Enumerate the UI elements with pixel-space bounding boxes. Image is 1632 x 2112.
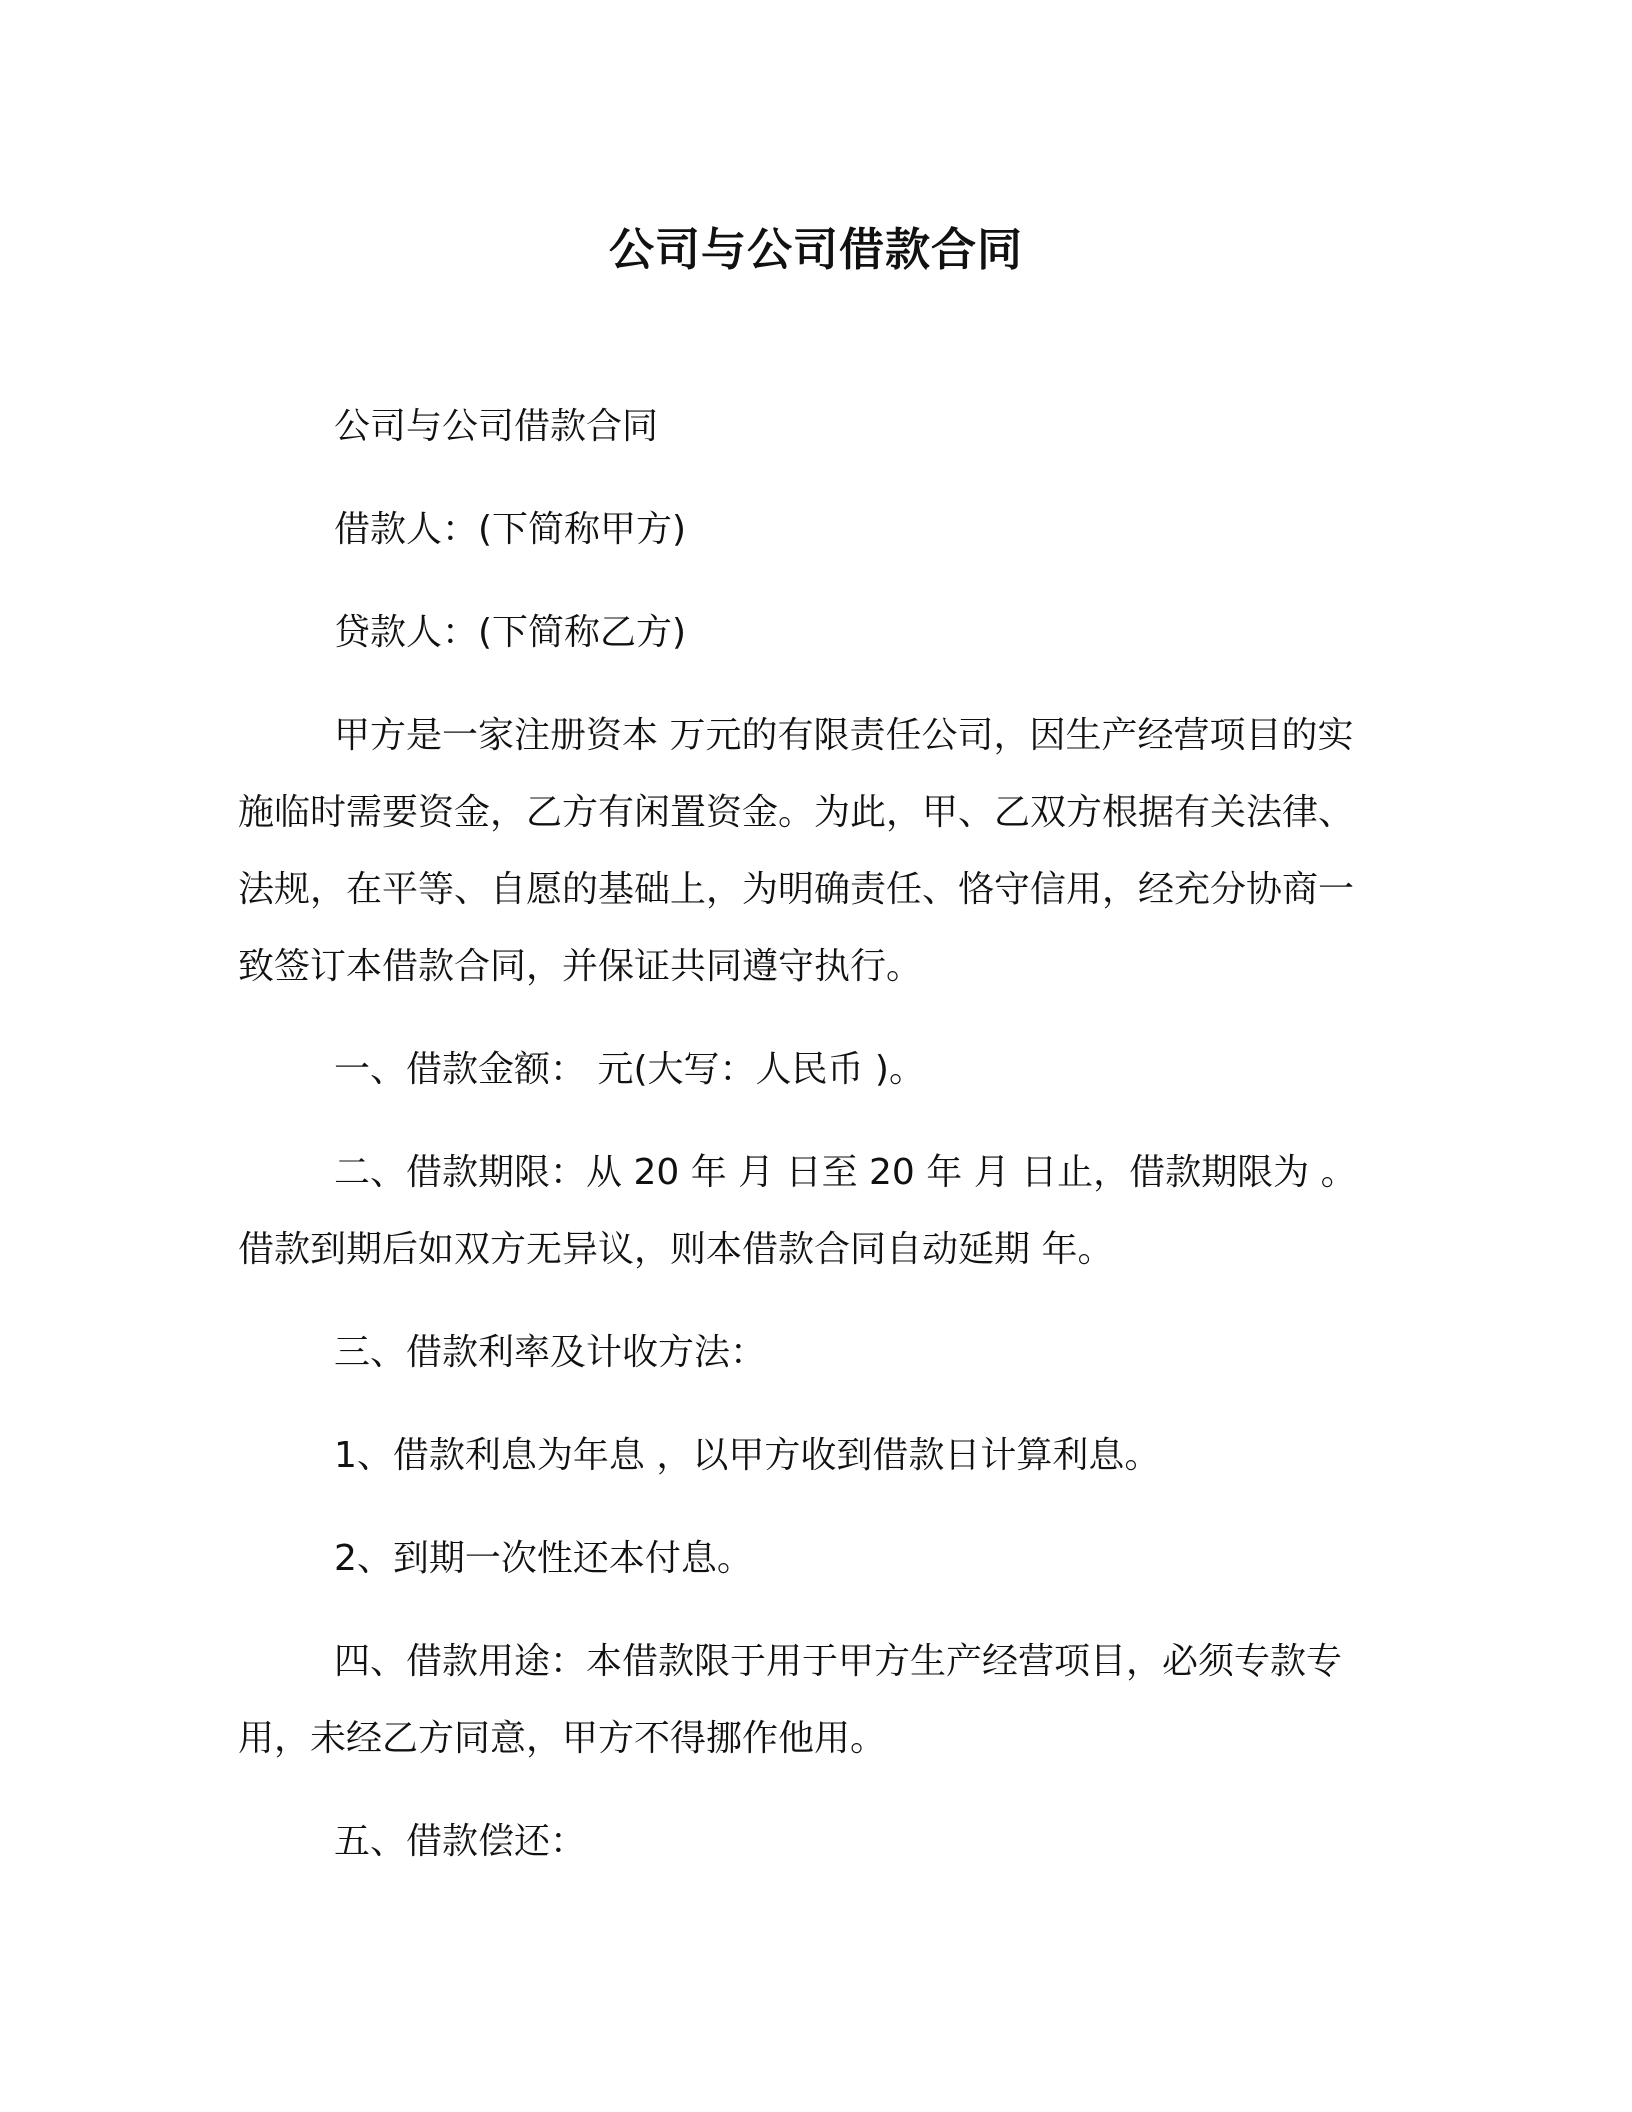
paragraph-interest-rate: 1、借款利息为年息 ，以甲方收到借款日计算利息。: [334, 1435, 1161, 1476]
paragraph-interest-heading: 三、借款利率及计收方法：: [334, 1332, 767, 1373]
paragraph-repayment-heading: 五、借款偿还：: [334, 1821, 587, 1862]
paragraph-loan-purpose: 四、借款用途：本借款限于用于甲方生产经营项目，必须专款专用，未经乙方同意，甲方不得挪作他用。: [238, 1641, 1343, 1759]
paragraph-borrower: 借款人：(下简称甲方): [334, 509, 687, 550]
paragraph-repayment-method: 2、到期一次性还本付息。: [334, 1538, 753, 1579]
paragraph-lender: 贷款人：(下简称乙方): [334, 612, 687, 653]
paragraph-preamble: 甲方是一家注册资本 万元的有限责任公司，因生产经营项目的实施临时需要资金，乙方有闲置资金。为此，甲、乙双方根据有关法律、法规，在平等、自愿的基础上，为明确责任、恪守信用，经充分协商一致签订本借款合同，并保证共同遵守执行。: [238, 715, 1355, 987]
paragraph-heading: 公司与公司借款合同: [334, 406, 659, 447]
paragraph-loan-term: 二、借款期限：从 20 年 月 日至 20 年 月 日止，借款期限为 。借款到期后如双方无异议，则本借款合同自动延期 年。: [238, 1152, 1357, 1270]
document-body: [238, 388, 1388, 1906]
paragraph-loan-amount: 一、借款金额： 元(大写：人民币 )。: [334, 1049, 925, 1090]
document-title: 公司与公司借款合同: [608, 223, 1023, 276]
